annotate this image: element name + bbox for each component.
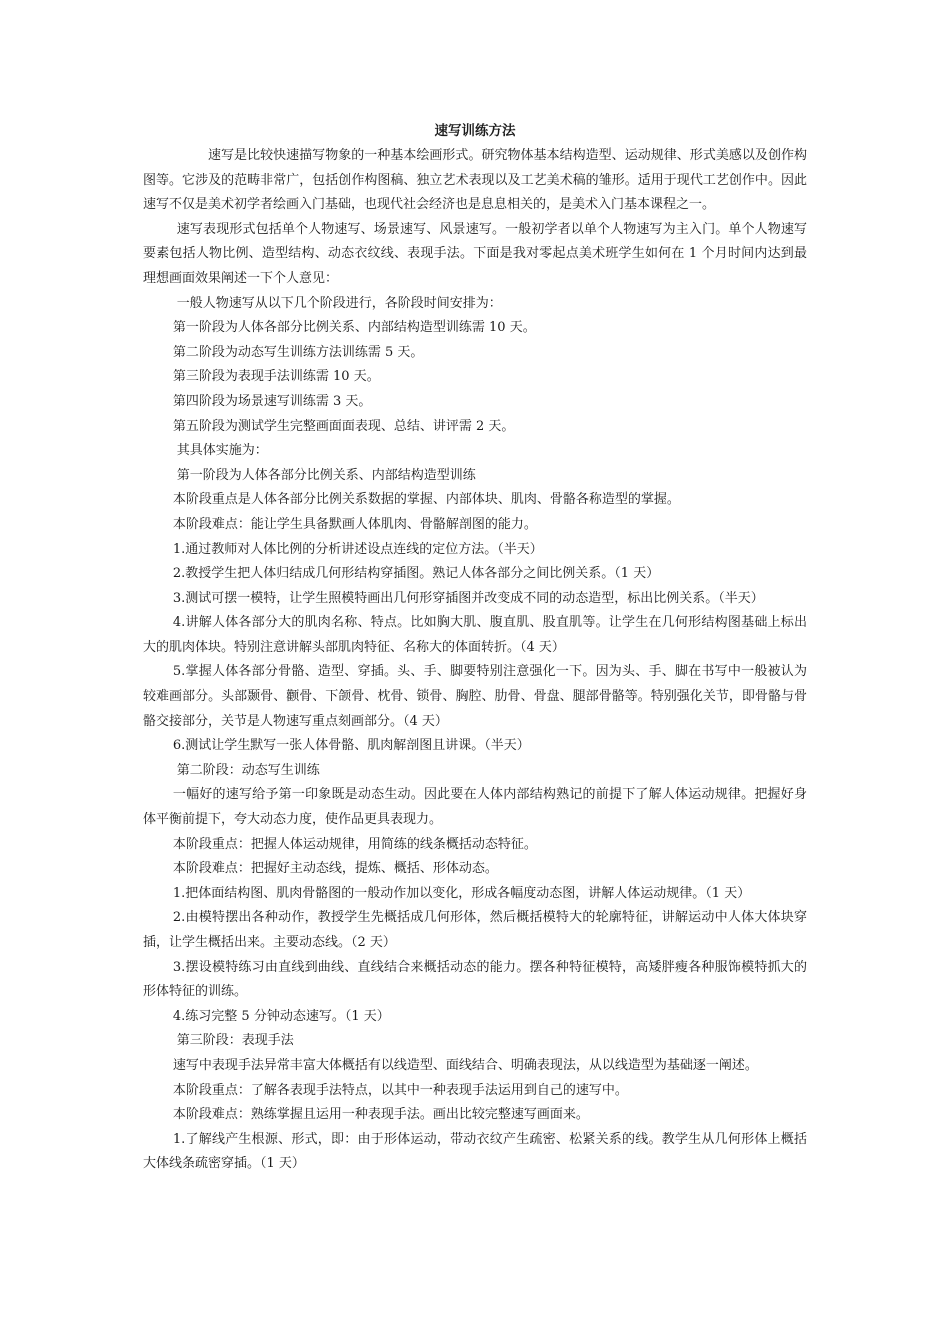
paragraph: 第三阶段：表现手法 (176, 1033, 294, 1049)
paragraph: 本阶段难点：能让学生具备默画人体肌肉、骨骼解剖图的能力。 (172, 516, 537, 532)
paragraph: 第二阶段为动态写生训练方法训练需 5 天。 (172, 344, 424, 360)
paragraph: 一般人物速写从以下几个阶段进行，各阶段时间安排为： (176, 295, 502, 311)
document-body (143, 144, 807, 1177)
paragraph: 本阶段难点：熟练掌握且运用一种表现手法。画出比较完整速写画面来。 (172, 1107, 589, 1123)
paragraph: 2.由模特摆出各种动作，教授学生先概括成几何形体，然后概括模特大的轮廓特征，讲解运动中人体大体块穿插，让学生概括出来。主要动态线。（2 天） (143, 910, 807, 950)
paragraph: 2.教授学生把人体归结成几何形结构穿插图。熟记人体各部分之间比例关系。（1 天） (172, 566, 660, 582)
paragraph: 第一阶段为人体各部分比例关系、内部结构造型训练 (176, 467, 476, 483)
paragraph: 4.练习完整 5 分钟动态速写。（1 天） (172, 1008, 390, 1024)
paragraph: 本阶段重点：了解各表现手法特点，以其中一种表现手法运用到自己的速写中。 (172, 1082, 628, 1098)
paragraph: 一幅好的速写给予第一印象既是动态生动。因此要在人体内部结构熟记的前提下了解人体运动规律。把握好身体平衡前提下，夸大动态力度，使作品更具表现力。 (143, 787, 807, 828)
paragraph: 4.讲解人体各部分大的肌肉名称、特点。比如胸大肌、腹直肌、股直肌等。让学生在几何形结构图基础上标出大的肌肉体块。特别注意讲解头部肌肉特征、名称大的体面转折。（4 天） (143, 615, 807, 655)
paragraph: 3.摆设模特练习由直线到曲线、直线结合来概括动态的能力。摆各种特征模特，高矮胖瘦各种服饰模特抓大的形体特征的训练。 (143, 959, 807, 1000)
paragraph: 速写表现形式包括单个人物速写、场景速写、风景速写。一般初学者以单个人物速写为主入门。单个人物速写要素包括人物比例、造型结构、动态衣纹线、表现手法。下面是我对零起点美术班学生如何在 1 个月时间内达到最理想画面效果阐述一下个人意见： (143, 221, 807, 286)
paragraph: 速写是比较快速描写物象的一种基本绘画形式。研究物体基本结构造型、运动规律、形式美感以及创作构图等。它涉及的范畴非常广，包括创作构图稿、独立艺术表现以及工艺美术稿的雏形。适用于现代工艺创作中。因此速写不仅是美术初学者绘画入门基础，也现代社会经济也是息息相关的，是美术入门基本课程之一。 (143, 148, 807, 213)
paragraph: 第五阶段为测试学生完整画面面表现、总结、讲评需 2 天。 (172, 418, 515, 434)
document-page (143, 118, 807, 1177)
paragraph: 第四阶段为场景速写训练需 3 天。 (172, 393, 372, 409)
paragraph: 3.测试可摆一模特，让学生照模特画出几何形穿插图并改变成不同的动态造型，标出比例关系。（半天） (172, 590, 764, 606)
paragraph: 本阶段难点：把握好主动态线，提炼、概括、形体动态。 (172, 861, 498, 877)
paragraph: 速写中表现手法异常丰富大体概括有以线造型、面线结合、明确表现法，从以线造型为基础逐一阐述。 (172, 1057, 758, 1073)
paragraph: 第一阶段为人体各部分比例关系、内部结构造型训练需 10 天。 (172, 320, 536, 336)
paragraph: 6.测试让学生默写一张人体骨骼、肌肉解剖图且讲课。（半天） (172, 738, 530, 754)
paragraph: 本阶段重点是人体各部分比例关系数据的掌握、内部体块、肌肉、骨骼各称造型的掌握。 (172, 492, 680, 508)
paragraph: 1.了解线产生根源、形式，即：由于形体运动，带动衣纹产生疏密、松紧关系的线。教学生从几何形体上概括大体线条疏密穿插。（1 天） (143, 1131, 807, 1172)
paragraph: 5.掌握人体各部分骨骼、造型、穿插。头、手、脚要特别注意强化一下。因为头、手、脚在书写中一般被认为较难画部分。头部颞骨、颧骨、下颌骨、枕骨、锁骨、胸腔、肋骨、骨盘、腿部骨骼等。特别强化关节，即骨骼与骨骼交接部分，关节是人物速写重点刻画部分。（4 天） (143, 664, 807, 729)
document-title: 速写训练方法 (434, 123, 516, 139)
paragraph: 1.把体面结构图、肌肉骨骼图的一般动作加以变化，形成各幅度动态图，讲解人体运动规律。（1 天） (172, 885, 751, 901)
paragraph: 1.通过教师对人体比例的分析讲述设点连线的定位方法。（半天） (172, 541, 543, 557)
paragraph: 第三阶段为表现手法训练需 10 天。 (172, 369, 380, 385)
paragraph: 其具体实施为： (176, 443, 268, 459)
paragraph: 本阶段重点：把握人体运动规律，用简练的线条概括动态特征。 (172, 836, 537, 852)
paragraph: 第二阶段：动态写生训练 (176, 762, 320, 778)
